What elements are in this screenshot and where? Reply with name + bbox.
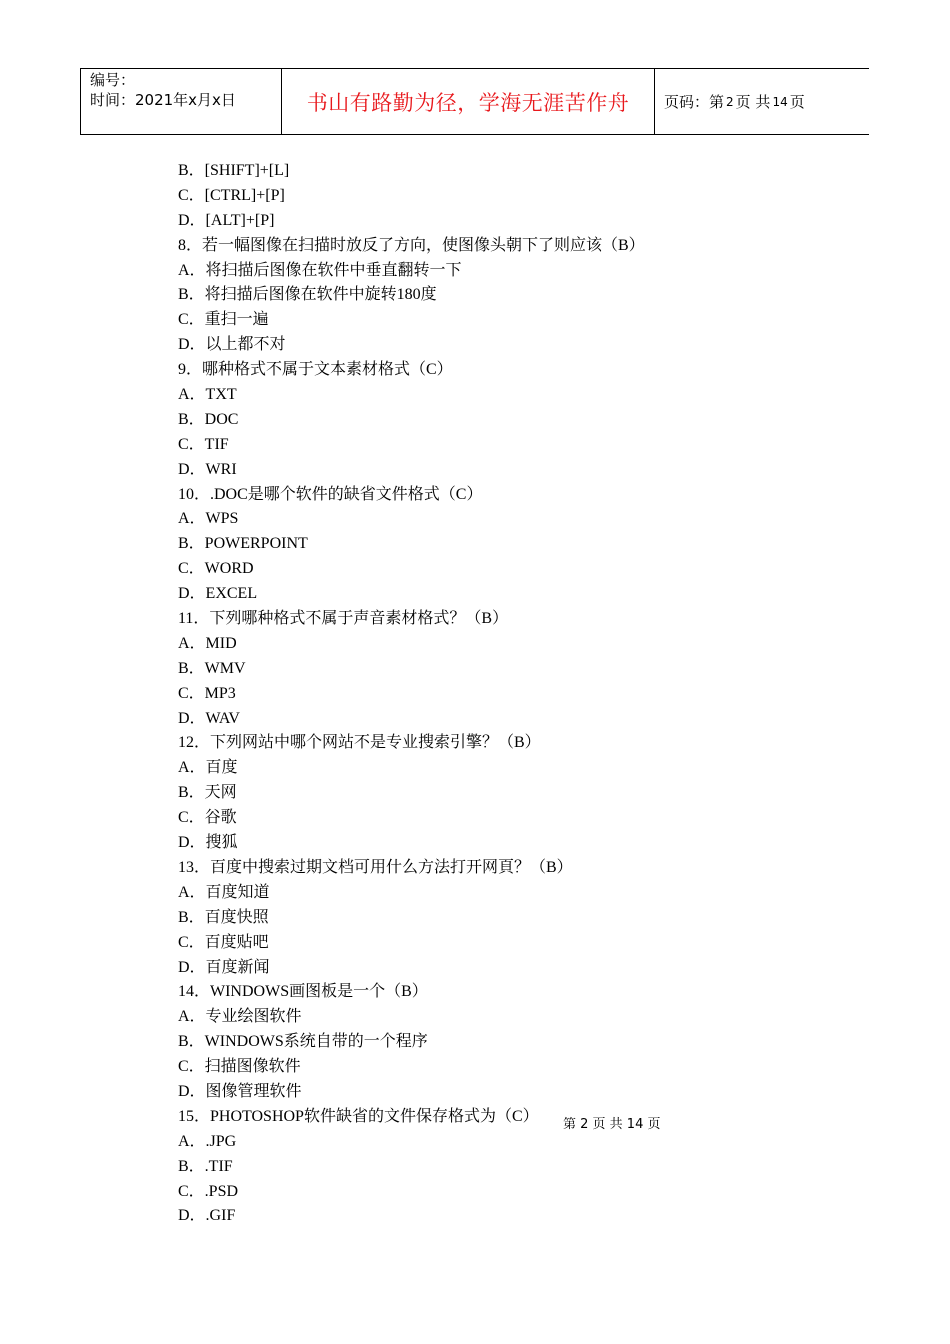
line-item: A．MID — [178, 634, 237, 652]
line-item: B．.TIF — [178, 1157, 233, 1175]
question-item: 10．.DOC是哪个软件的缺省文件格式（C） — [178, 485, 483, 503]
line-item: C．WORD — [178, 560, 254, 578]
document-header — [80, 68, 869, 135]
motto-text: 书山有路勤为径，学海无涯苦作舟 — [306, 90, 630, 115]
line-item: B．百度快照 — [178, 908, 269, 926]
question-item: 15．PHOTOSHOP软件缺省的文件保存格式为（C） — [178, 1107, 539, 1125]
line-item: D．[ALT]+[P] — [178, 211, 275, 229]
header-page-cell — [655, 69, 869, 134]
line-item: C．.PSD — [178, 1182, 239, 1200]
line-item: C．百度贴吧 — [178, 933, 269, 951]
question-item: 14．WINDOWS画图板是一个（B） — [178, 983, 428, 1001]
line-item: A．WPS — [178, 510, 239, 528]
header-meta-cell — [81, 69, 282, 134]
page-prefix: 页码：第 — [664, 93, 725, 111]
line-item: C．TIF — [178, 435, 229, 453]
question-list — [178, 159, 645, 1229]
line-item: C．[CTRL]+[P] — [178, 186, 285, 204]
line-item: D．WAV — [178, 709, 240, 727]
line-item: B．WINDOWS系统自带的一个程序 — [178, 1033, 428, 1051]
line-item: B．将扫描后图像在软件中旋转180度 — [178, 286, 437, 304]
line-item: C．扫描图像软件 — [178, 1058, 301, 1076]
line-item: A．专业绘图软件 — [178, 1008, 302, 1026]
line-item: C．MP3 — [178, 684, 236, 702]
question-item: 13．百度中搜索过期文档可用什么方法打开网頁？（B） — [178, 858, 573, 876]
line-item: A．百度知道 — [178, 883, 270, 901]
question-item: 8．若一幅图像在扫描时放反了方向，使图像头朝下了则应该（B） — [178, 236, 645, 254]
line-item: D．.GIF — [178, 1207, 236, 1225]
line-item: A．TXT — [178, 386, 237, 404]
line-item: A．百度 — [178, 759, 238, 777]
time-label: 时间：2021年x月x日 — [90, 91, 236, 109]
page-suffix: 页 — [789, 93, 805, 111]
line-item: D．百度新闻 — [178, 958, 270, 976]
question-item: 12．下列网站中哪个网站不是专业搜索引擎？（B） — [178, 734, 541, 752]
page-footer: 第 2 页 共 14 页 — [563, 1117, 661, 1132]
line-item: B．WMV — [178, 659, 246, 677]
line-item: B．[SHIFT]+[L] — [178, 162, 290, 179]
line-item: D．搜狐 — [178, 834, 238, 852]
page-current: 2 — [726, 94, 734, 109]
question-item: 9．哪种格式不属于文本素材格式（C） — [178, 361, 453, 379]
line-item: A．将扫描后图像在软件中垂直翻转一下 — [178, 261, 462, 279]
page-total: 14 — [772, 94, 788, 109]
line-item: C．谷歌 — [178, 809, 237, 827]
line-item: D．图像管理软件 — [178, 1082, 302, 1100]
line-item: B．POWERPOINT — [178, 535, 308, 553]
line-item: A．.JPG — [178, 1132, 237, 1150]
line-item: B．天网 — [178, 784, 237, 802]
line-item: B．DOC — [178, 410, 239, 428]
number-label: 编号： — [90, 71, 136, 89]
header-motto-cell — [282, 69, 655, 134]
line-item: C．重扫一遍 — [178, 311, 269, 329]
page-mid: 页 共 — [735, 93, 771, 111]
line-item: D．WRI — [178, 460, 237, 478]
line-item: D．EXCEL — [178, 585, 258, 603]
question-item: 11．下列哪种格式不属于声音素材格式？（B） — [178, 610, 509, 628]
line-item: D．以上都不对 — [178, 336, 286, 354]
